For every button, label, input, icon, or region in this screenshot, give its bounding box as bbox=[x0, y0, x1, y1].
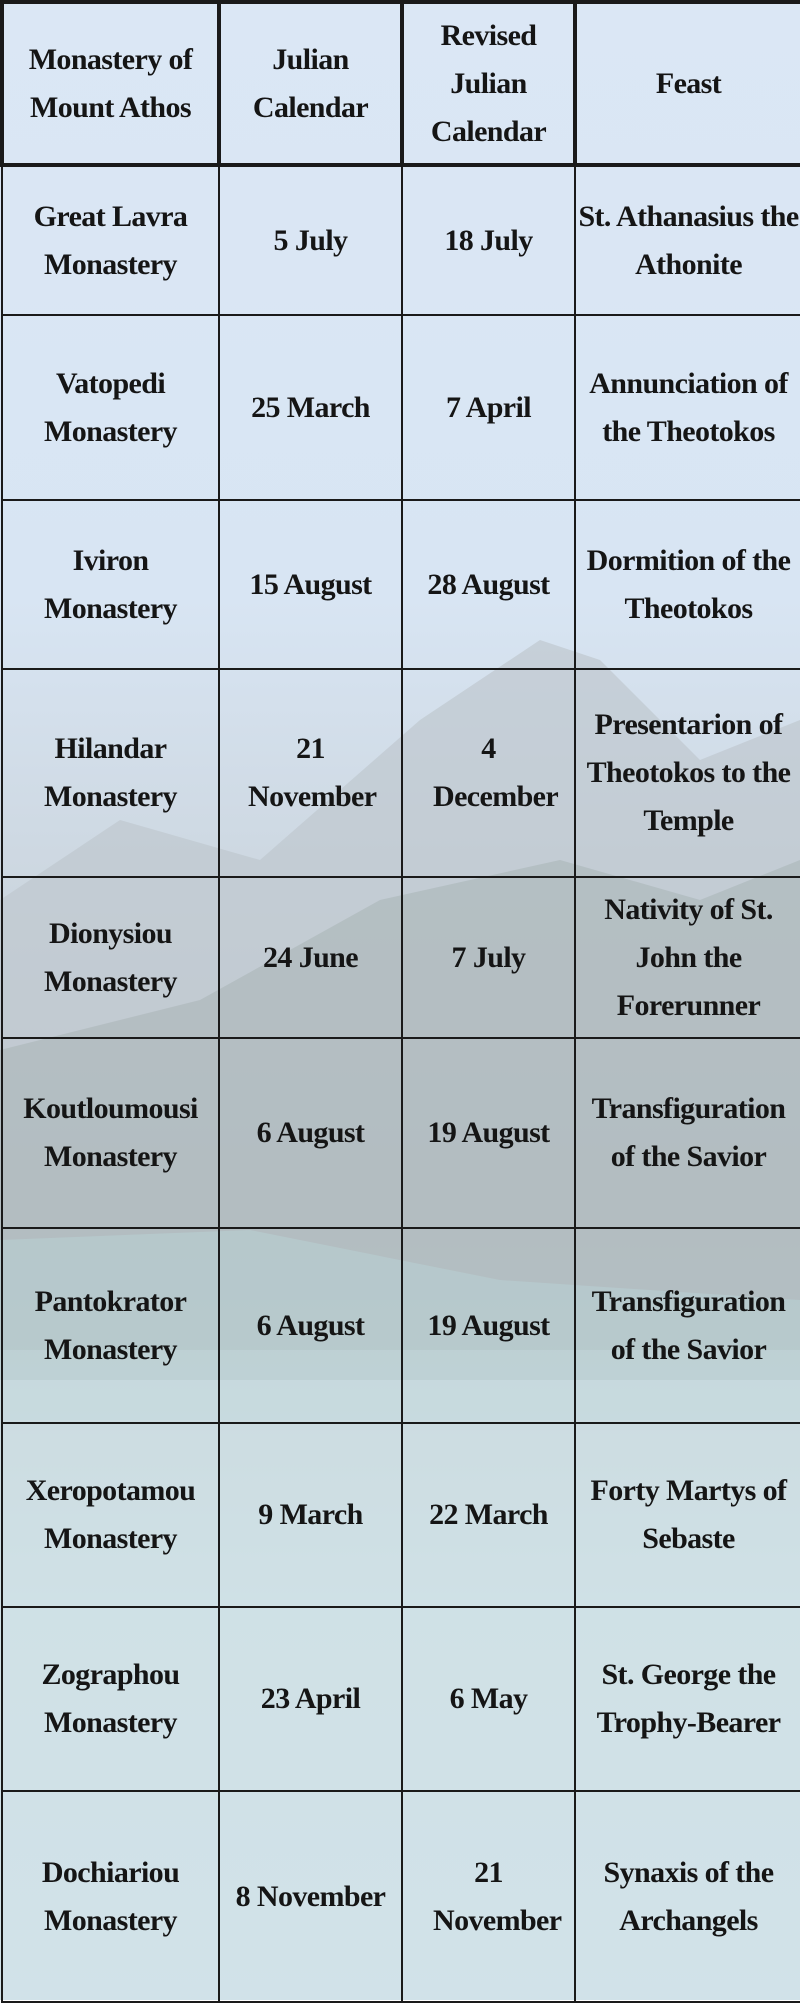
cell-monastery: Dochiariou Monastery bbox=[2, 1791, 219, 2002]
cell-feast: St. Athanasius the Athonite bbox=[575, 165, 800, 315]
cell-julian: 23 April bbox=[219, 1607, 402, 1791]
table-row bbox=[2, 669, 800, 877]
cell-feast: Transfiguration of the Savior bbox=[575, 1038, 800, 1228]
table-row bbox=[2, 500, 800, 669]
table-row bbox=[2, 1607, 800, 1791]
cell-revised: 19 August bbox=[402, 1228, 575, 1423]
table-row bbox=[2, 165, 800, 315]
table-row bbox=[2, 877, 800, 1038]
header-monastery: Monastery of Mount Athos bbox=[2, 2, 219, 165]
cell-julian: 24 June bbox=[219, 877, 402, 1038]
header-revised: Revised Julian Calendar bbox=[402, 2, 575, 165]
cell-monastery: Zographou Monastery bbox=[2, 1607, 219, 1791]
cell-revised: 7 April bbox=[402, 315, 575, 500]
cell-julian: 9 March bbox=[219, 1423, 402, 1607]
cell-revised: 28 August bbox=[402, 500, 575, 669]
cell-revised: 18 July bbox=[402, 165, 575, 315]
cell-julian: 25 March bbox=[219, 315, 402, 500]
table-row bbox=[2, 1038, 800, 1228]
cell-monastery: Dionysiou Monastery bbox=[2, 877, 219, 1038]
cell-julian: 15 August bbox=[219, 500, 402, 669]
cell-feast: Forty Martys of Sebaste bbox=[575, 1423, 800, 1607]
cell-feast: Annunciation of the Theotokos bbox=[575, 315, 800, 500]
cell-revised: 6 May bbox=[402, 1607, 575, 1791]
cell-revised: 22 March bbox=[402, 1423, 575, 1607]
cell-feast: St. George the Trophy-Bearer bbox=[575, 1607, 800, 1791]
cell-monastery: Iviron Monastery bbox=[2, 500, 219, 669]
cell-feast: Presentarion of Theotokos to the Temple bbox=[575, 669, 800, 877]
cell-julian: 21 November bbox=[219, 669, 402, 877]
cell-monastery: Pantokrator Monastery bbox=[2, 1228, 219, 1423]
table-row bbox=[2, 1791, 800, 2002]
cell-monastery: Great Lavra Monastery bbox=[2, 165, 219, 315]
cell-monastery: Hilandar Monastery bbox=[2, 669, 219, 877]
header-feast: Feast bbox=[575, 2, 800, 165]
cell-feast: Dormition of the Theotokos bbox=[575, 500, 800, 669]
table-header-row bbox=[2, 2, 800, 165]
cell-feast: Synaxis of the Archangels bbox=[575, 1791, 800, 2002]
cell-revised: 19 August bbox=[402, 1038, 575, 1228]
header-julian: Julian Calendar bbox=[219, 2, 402, 165]
cell-julian: 6 August bbox=[219, 1038, 402, 1228]
cell-revised: 21 November bbox=[402, 1791, 575, 2002]
cell-monastery: Vatopedi Monastery bbox=[2, 315, 219, 500]
cell-julian: 5 July bbox=[219, 165, 402, 315]
table-row bbox=[2, 1228, 800, 1423]
cell-julian: 6 August bbox=[219, 1228, 402, 1423]
cell-revised: 4 December bbox=[402, 669, 575, 877]
cell-monastery: Koutloumousi Monastery bbox=[2, 1038, 219, 1228]
cell-feast: Transfiguration of the Savior bbox=[575, 1228, 800, 1423]
cell-revised: 7 July bbox=[402, 877, 575, 1038]
cell-monastery: Xeropotamou Monastery bbox=[2, 1423, 219, 1607]
table-row bbox=[2, 1423, 800, 1607]
cell-julian: 8 November bbox=[219, 1791, 402, 2002]
cell-feast: Nativity of St. John the Forerunner bbox=[575, 877, 800, 1038]
table-row bbox=[2, 315, 800, 500]
